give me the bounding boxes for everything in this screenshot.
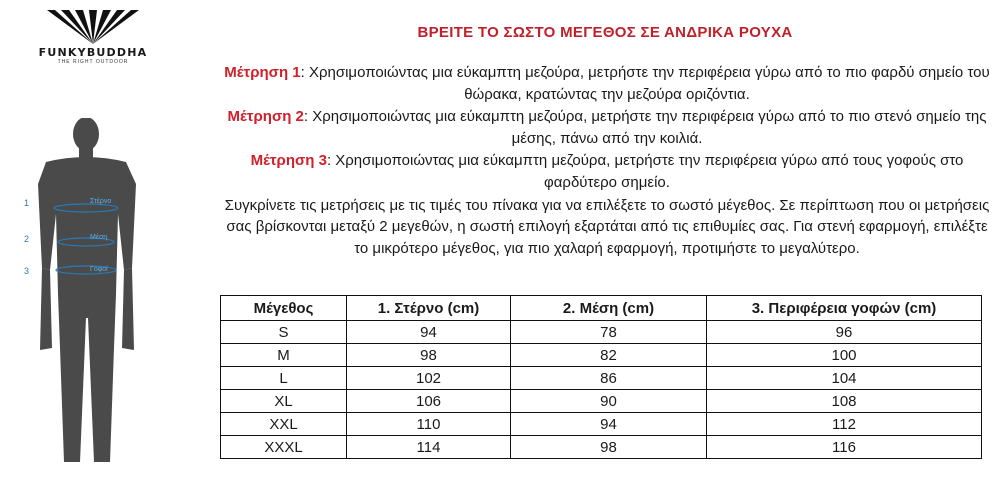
- cell-hips: 112: [707, 413, 982, 436]
- cell-hips: 104: [707, 367, 982, 390]
- cell-hips: 108: [707, 390, 982, 413]
- marker-number-3: 3: [24, 266, 30, 276]
- table-row: [221, 344, 982, 367]
- cell-waist: 78: [511, 321, 707, 344]
- header-hips: 3. Περιφέρεια γοφών (cm): [707, 296, 982, 321]
- compare-text: Συγκρίνετε τις μετρήσεις με τις τιμές του πίνακα για να επιλέξετε το σωστό μέγεθος. Σε περίπτωση που οι μετρήσεις σας βρίσκονται μεταξύ 2 μεγεθών, η σωστή επιλογή εξαρτάται από τις επιθυμίες σας. Για στενή εφαρμογή, επιλέξτε το μικρότερο μέγεθος, για πιο χαλαρή εφαρμογή, προτιμήστε το μεγαλύτερο.: [224, 196, 990, 257]
- cell-waist: 98: [511, 436, 707, 459]
- measurement-2-text: : Χρησιμοποιώντας μια εύκαμπτη μεζούρα, μετρήστε την περιφέρεια γύρω από το πιο στενό σημείο της μέσης, πάνω από την κοιλιά.: [303, 108, 987, 147]
- cell-size: S: [221, 321, 347, 344]
- cell-hips: 116: [707, 436, 982, 459]
- brand-name: FUNKYBUDDHA: [38, 46, 148, 59]
- cell-size: L: [221, 367, 347, 390]
- cell-waist: 94: [511, 413, 707, 436]
- measurement-1-text: : Χρησιμοποιώντας μια εύκαμπτη μεζούρα, μετρήστε την περιφέρεια γύρω από το πιο φαρδύ σημείο του θώρακα, κρατώντας την μεζούρα οριζόντια.: [300, 64, 990, 103]
- body-silhouette-icon: [0, 118, 200, 474]
- table-row: [221, 367, 982, 390]
- table-row: [221, 321, 982, 344]
- marker-number-1: 1: [24, 198, 30, 208]
- measurement-2-label: Μέτρηση 2: [227, 108, 304, 126]
- cell-size: XXXL: [221, 436, 347, 459]
- cell-chest: 114: [347, 436, 511, 459]
- cell-chest: 94: [347, 321, 511, 344]
- table-row: [221, 390, 982, 413]
- cell-chest: 98: [347, 344, 511, 367]
- cell-hips: 96: [707, 321, 982, 344]
- instructions: [222, 62, 992, 260]
- cell-chest: 102: [347, 367, 511, 390]
- cell-waist: 90: [511, 390, 707, 413]
- measurement-3-text: : Χρησιμοποιώντας μια εύκαμπτη μεζούρα, μετρήστε την περιφέρεια γύρω από τους γοφούς στο φαρδύτερο σημείο.: [326, 152, 964, 191]
- measurement-3: [222, 150, 992, 193]
- measurement-2: [222, 106, 992, 149]
- header-waist: 2. Μέση (cm): [511, 296, 707, 321]
- header-size: Μέγεθος: [221, 296, 347, 321]
- cell-size: M: [221, 344, 347, 367]
- measurement-1-label: Μέτρηση 1: [224, 64, 301, 81]
- sunburst-icon: [43, 10, 143, 44]
- left-panel: [0, 0, 210, 474]
- marker-label-hips: Γοφοί: [90, 266, 108, 273]
- brand-tagline: THE RIGHT OUTDOOR: [57, 59, 129, 65]
- cell-waist: 86: [511, 367, 707, 390]
- cell-hips: 100: [707, 344, 982, 367]
- cell-chest: 106: [347, 390, 511, 413]
- page-title: ΒΡΕΙΤΕ ΤΟ ΣΩΣΤΟ ΜΕΓΕΘΟΣ ΣΕ ΑΝΔΡΙΚΑ ΡΟΥΧΑ: [417, 24, 793, 41]
- cell-waist: 82: [511, 344, 707, 367]
- size-table: [220, 295, 982, 459]
- header-chest: 1. Στέρνο (cm): [347, 296, 511, 321]
- cell-chest: 110: [347, 413, 511, 436]
- cell-size: XL: [221, 390, 347, 413]
- brand-logo: [28, 10, 158, 65]
- table-row: [221, 413, 982, 436]
- marker-number-2: 2: [24, 234, 30, 244]
- cell-size: XXL: [221, 413, 347, 436]
- table-row: [221, 436, 982, 459]
- marker-label-chest: Στέρνο: [90, 198, 112, 205]
- table-header-row: [221, 296, 982, 321]
- body-figure: [0, 118, 200, 479]
- measurement-1: [222, 62, 992, 105]
- measurement-3-label: Μέτρηση 3: [250, 152, 327, 170]
- marker-label-waist: Μέση: [90, 234, 108, 241]
